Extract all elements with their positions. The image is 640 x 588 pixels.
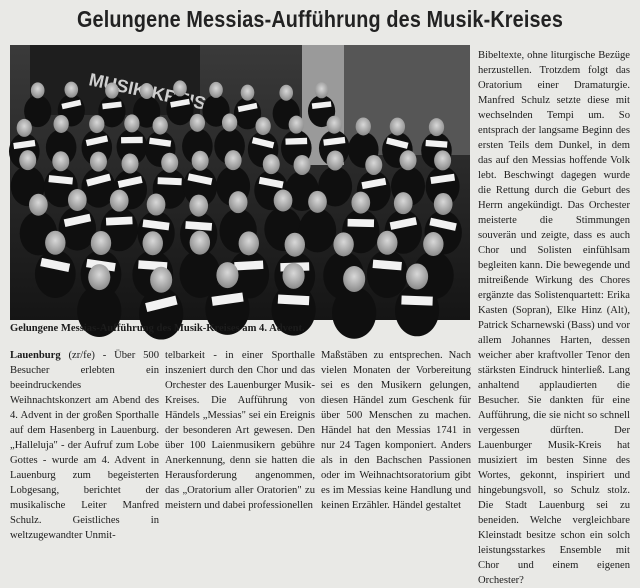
singer-face [19, 150, 36, 170]
singer-face [315, 82, 329, 98]
singer-face [222, 114, 237, 132]
article-text-3: Maßstäben zu entsprechen. Nach vielen Monaten der Vorbereitung sei es den Musikern gelungen, diesen Händel zum Geschenk für über 500 Menschen zu machen. Händel hat den Messias 1741 in nur 24 Tagen komponiert. Anders als in den Bachschen Passionen oder im Weihnachtsoratorium gibt es im Messias keine Handlung und keinen Erzähler. Händel gestaltet [321, 350, 471, 511]
singer-face [189, 195, 208, 217]
article-headline: Gelungene Messias-Aufführung des Musik-Kreises [76, 6, 564, 32]
singer-face [53, 115, 68, 133]
singer-face [294, 155, 311, 175]
singer-face [64, 82, 78, 98]
singer-face [190, 231, 210, 255]
singer-face [255, 117, 270, 135]
singer-face [274, 189, 293, 211]
singer-body [367, 250, 408, 298]
singer-face [68, 189, 87, 211]
singer-face [161, 153, 178, 173]
music-sheet [106, 217, 133, 226]
singer-face [279, 85, 293, 101]
singer-face [377, 231, 397, 255]
singer-face [333, 232, 353, 256]
music-sheet [158, 177, 182, 185]
singer-face [229, 191, 248, 213]
singer-face [283, 263, 305, 289]
singer-face [110, 190, 129, 212]
singer-face [406, 264, 428, 290]
singer-face [390, 118, 405, 136]
singer-face [52, 151, 69, 171]
singer-face [343, 266, 365, 292]
singer-face [365, 155, 382, 175]
singer-face [17, 119, 32, 137]
singer-face [239, 231, 259, 255]
singer-face [88, 264, 110, 290]
article-column-1 [10, 348, 159, 541]
singer-face [192, 151, 209, 171]
singer-face [89, 115, 104, 133]
singer-face [122, 154, 139, 174]
singer-face [400, 150, 417, 170]
choir-photo [10, 45, 470, 320]
singer-face [31, 82, 45, 98]
singer-face [140, 83, 154, 99]
singer-face [434, 150, 451, 170]
music-sheet [278, 295, 310, 306]
singer-face [147, 194, 166, 216]
singer-face [190, 114, 205, 132]
singer-face [45, 231, 65, 255]
article-column-2 [165, 348, 315, 511]
singer-face [150, 267, 172, 293]
singer-face [143, 231, 163, 255]
article-column-4 [478, 48, 630, 586]
singer-face [225, 150, 242, 170]
singer-face [209, 82, 223, 98]
singer-body [166, 93, 193, 125]
singer-face [351, 192, 370, 214]
singer-face [263, 154, 280, 174]
article-byline: (zr/fe) [68, 350, 95, 361]
article-dateline: Lauenburg [10, 350, 61, 361]
singer-face [423, 232, 443, 256]
singer-face [434, 193, 453, 215]
singer-face [327, 116, 342, 134]
music-sheet [234, 261, 263, 271]
singer-face [173, 80, 187, 96]
music-sheet [401, 295, 433, 305]
singer-body [35, 250, 76, 298]
singer-face [308, 191, 327, 213]
article-text-1: - Über 500 Besucher erlebten ein beeindruckendes Weihnachtskonzert am Abend des 4. Advent in der großen Sporthalle auf dem Hasenberg in Lauenburg. „Halleluja" - der Aufruf zum Lobe Gottes - wurde am 4. Advent in Lauenburg zum begeisterten Lobgesang, berichtet der musikalische Leiter Manfred Schulz. Geistliches in weltzugewandter Unmit- [10, 350, 159, 541]
singer-face [356, 117, 371, 135]
article-text-4: Bibeltexte, ohne liturgische Bezüge herzustellen. Trotzdem folgt das Oratorium einer Dramaturgie. Manfred Schulz setzte diese mit wechselnden Tempi um. So entsprach der langsame Beginn des ersten Teils dem Dunkel, in dem das auf den Messias hoffende Volk lebt. Beschwingt dagegen wurde die Rettung durch die Geburt des Herrn angekündigt. Das Orchester meisterte die Stimmungen souverän und zeigte, dass es auch Chor und Solisten einfühlsam begleiten kann. Die bewegende und mitreißende Wirkung des Chores ergänzte das Solistenquartett: Erika Kasten (Sopran), Elke Hinz (Alt), Patrick Scharnewski (Bass) und vor allem Johannes Harten, dessen weicher aber kraftvoller Tenor den stärksten Eindruck hinterließ. Lang anhaltend applaudierten die Besucher. Sie dankten für eine Aufführung, die sie nicht so schnell vergessen dürften. Der Lauenburger Musik-Kreis hat musiziert im besten Sinne des Wortes, gekonnt, inspiriert und hingebungsvoll, so Schulz stolz. Die Stadt Lauenburg sei zu beneiden. Welche vergleichbare Kleinstadt besitze schon ein solch leistungsstarkes Ensemble mit Chor und einem eigenen Orchester? [478, 50, 630, 586]
singer-face [429, 118, 444, 136]
article-column-3 [321, 348, 471, 511]
singer-face [285, 233, 305, 257]
singer-face [105, 83, 119, 99]
music-sheet [285, 138, 307, 145]
singer-face [289, 116, 304, 134]
singer-face [90, 152, 107, 172]
singer-face [327, 150, 344, 170]
singer-face [216, 262, 238, 288]
photo-caption: Gelungene Messias-Aufführung des Musik-Kreises am 4. Advent. [10, 323, 305, 334]
singer-face [29, 194, 48, 216]
singer-face [91, 231, 111, 255]
singer-face [241, 85, 255, 101]
singer-face [124, 114, 139, 132]
music-sheet [121, 137, 143, 144]
music-sheet [348, 219, 375, 227]
singer-face [153, 117, 168, 135]
singer-face [394, 192, 413, 214]
article-text-2: telbarkeit - in einer Sporthalle inszeniert durch den Chor und das Orchester des Lauenburger Musik-Kreises. Die Aufführung von Händels „Messias" sei ein Ereignis der besonderen Art gewesen. Den über 100 Laienmusikern gebühre Anerkennung, denn sie hatten die Herausforderung angenommen, das „Oratorium aller Oratorien" zu meistern und dabei professionellen [165, 350, 315, 511]
